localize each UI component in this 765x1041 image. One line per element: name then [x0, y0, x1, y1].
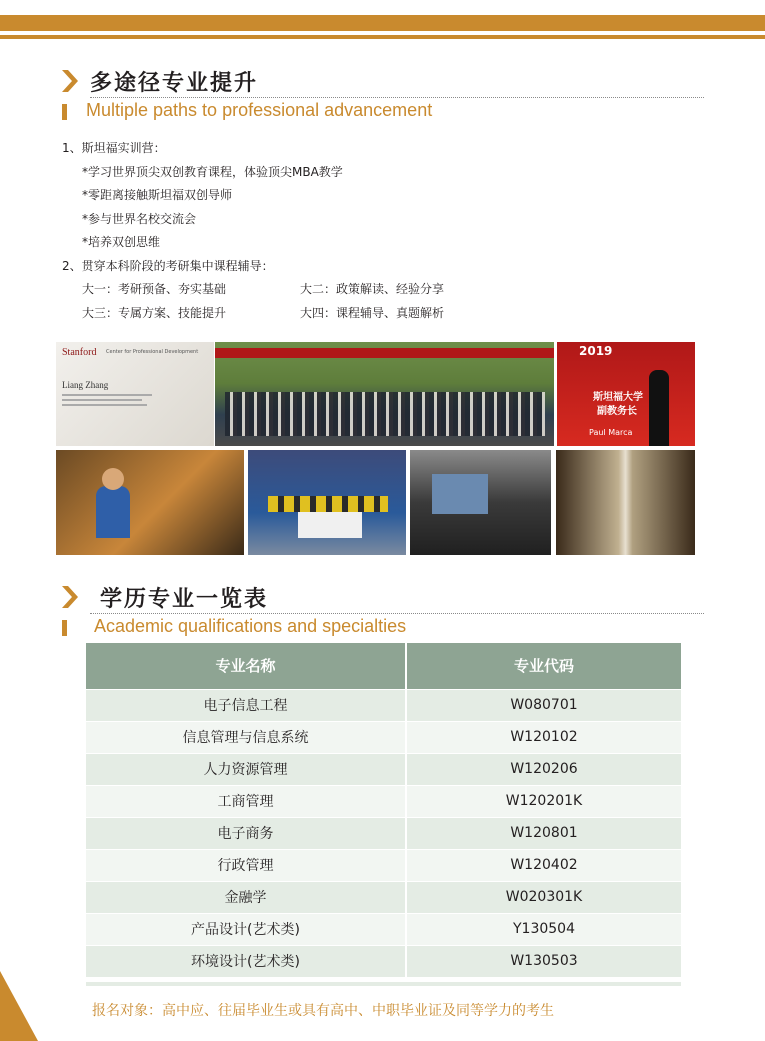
classroom-photo: [410, 450, 551, 555]
speaker-name: Paul Marca: [589, 428, 633, 437]
cert-logo: Stanford: [62, 347, 97, 358]
enrollment-target-note: 报名对象：高中应、往届毕业生或具有高中、中职毕业证及同等学力的考生: [92, 1003, 554, 1019]
path-item-2: 2、贯穿本科阶段的考研集中课程辅导：: [62, 258, 274, 273]
corner-accent: [0, 971, 38, 1041]
major-name: 人力资源管理: [86, 753, 406, 785]
year-grid: [62, 278, 500, 325]
major-name: 环境设计(艺术类): [86, 945, 406, 977]
table-row: [86, 881, 681, 913]
table-row: [86, 849, 681, 881]
chevron-right-icon: [62, 70, 80, 92]
dotted-divider: [90, 613, 704, 614]
table-row: [86, 817, 681, 849]
section-heading-majors: [62, 582, 704, 642]
major-code: W120801: [406, 817, 681, 849]
top-accent-bar: [0, 15, 765, 31]
major-code: W120102: [406, 721, 681, 753]
path-item-1: 1、斯坦福实训营：: [62, 141, 166, 155]
majors-table: [86, 643, 681, 977]
major-code: W080701: [406, 689, 681, 721]
table-bottom-rule: [86, 982, 681, 986]
section-title-en: Academic qualifications and specialties: [94, 616, 407, 636]
year-item: 大一：考研预备、夯实基础: [82, 282, 227, 296]
dotted-divider: [90, 97, 704, 98]
header-major-name: 专业名称: [86, 643, 406, 689]
major-name: 金融学: [86, 881, 406, 913]
table-row: [86, 913, 681, 945]
section-heading-paths: [62, 66, 704, 126]
major-name: 电子商务: [86, 817, 406, 849]
top-accent-line: [0, 35, 765, 39]
path-bullet: *学习世界顶尖双创教育课程，体验顶尖MBA教学: [82, 164, 343, 179]
section-title-en: Multiple paths to professional advancement: [86, 100, 433, 120]
major-code: W130503: [406, 945, 681, 977]
speaker-title: 斯坦福大学: [593, 392, 643, 403]
year-item: 大四：课程辅导、真题解析: [300, 305, 445, 320]
paths-content: [62, 137, 500, 325]
major-code: W020301K: [406, 881, 681, 913]
table-header-row: [86, 643, 681, 689]
table-row: [86, 753, 681, 785]
year-item: 大二：政策解读、经验分享: [300, 282, 445, 296]
chevron-right-icon: [62, 586, 80, 608]
table-row: [86, 689, 681, 721]
path-bullet: *参与世界名校交流会: [82, 211, 197, 226]
major-code: W120201K: [406, 785, 681, 817]
major-code: W120206: [406, 753, 681, 785]
section-title-cn: 学历专业一览表: [100, 586, 269, 612]
major-name: 行政管理: [86, 849, 406, 881]
major-name: 信息管理与信息系统: [86, 721, 406, 753]
heading-marker: [62, 104, 67, 120]
path-bullet: *培养双创思维: [82, 235, 161, 249]
table-row: [86, 721, 681, 753]
library-photo: [556, 450, 695, 555]
path-bullet: *零距离接触斯坦福双创导师: [82, 188, 233, 202]
table-row: [86, 785, 681, 817]
speaker-photo: [557, 342, 695, 446]
speaker-year: 2019: [579, 344, 613, 358]
team-photo: [248, 450, 406, 555]
major-code: W120402: [406, 849, 681, 881]
speaker-role: 副教务长: [597, 406, 637, 417]
major-code: Y130504: [406, 913, 681, 945]
section-title-cn: 多途径专业提升: [90, 70, 259, 96]
major-name: 产品设计(艺术类): [86, 913, 406, 945]
year-item: 大三：专属方案、技能提升: [82, 305, 227, 320]
stanford-certificate-photo: [56, 342, 214, 446]
header-major-code: 专业代码: [406, 643, 681, 689]
major-name: 电子信息工程: [86, 689, 406, 721]
cert-subtitle: Center for Professional Development: [106, 349, 199, 355]
table-row: [86, 945, 681, 977]
group-photo: [215, 342, 554, 446]
major-name: 工商管理: [86, 785, 406, 817]
cert-name: Liang Zhang: [62, 380, 109, 390]
heading-marker: [62, 620, 67, 636]
student-photo: [56, 450, 244, 555]
